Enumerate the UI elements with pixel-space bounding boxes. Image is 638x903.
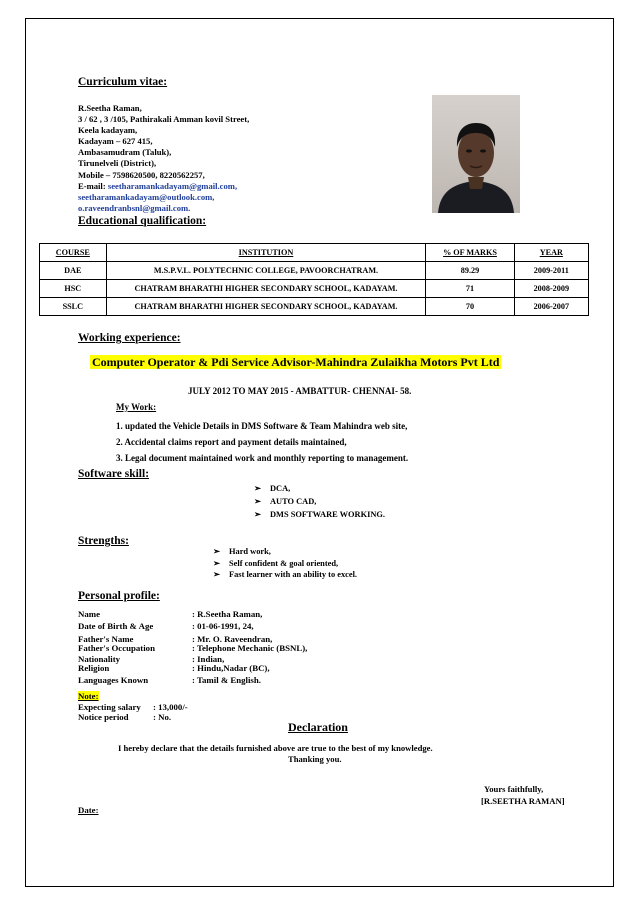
software-heading: Software skill:	[78, 468, 150, 480]
column-header: YEAR	[514, 244, 588, 262]
table-cell: 89.29	[426, 262, 514, 280]
table-cell: CHATRAM BHARATHI HIGHER SECONDARY SCHOOL, KADAYAM.	[106, 280, 426, 298]
duty-item: 2. Accidental claims report and payment details maintained,	[116, 437, 347, 447]
arrow-bullet-icon: ➢	[254, 510, 262, 519]
education-heading: Educational qualification:	[78, 215, 207, 227]
email-link[interactable]: seetharamankadayam@gmail.com,	[107, 180, 238, 191]
profile-label: Name	[78, 609, 100, 619]
address-line: Ambasamudram (Taluk),	[78, 147, 172, 158]
profile-value: : Indian,	[192, 654, 225, 664]
work-period: JULY 2012 TO MAY 2015 - AMBATTUR- CHENNAI- 58.	[188, 386, 412, 396]
table-cell: 70	[426, 298, 514, 316]
email-link[interactable]: o.raveendranbsnl@gmail.com.	[78, 202, 191, 213]
work-heading: Working experience:	[78, 332, 181, 344]
profile-value: : Telephone Mechanic (BSNL),	[192, 643, 308, 653]
declaration-text: I hereby declare that the details furnished above are true to the best of my knowledge.	[118, 743, 433, 753]
duty-item: 3. Legal document maintained work and monthly reporting to management.	[116, 453, 409, 463]
arrow-bullet-icon: ➢	[213, 570, 221, 579]
signature-text: [R.SEETHA RAMAN]	[481, 796, 565, 806]
address-line: Mobile – 7598620500, 8220562257,	[78, 169, 205, 180]
profile-label: Nationality	[78, 654, 121, 664]
address-line: 3 / 62 , 3 /105, Pathirakali Amman kovil Street,	[78, 114, 250, 125]
address-line: R.Seetha Raman,	[78, 103, 142, 113]
address-line: Kadayam – 627 415,	[78, 136, 153, 147]
arrow-bullet-icon: ➢	[254, 484, 262, 493]
list-item: ➢ AUTO CAD,	[254, 497, 317, 506]
profile-value: : 01-06-1991, 24,	[192, 621, 254, 631]
profile-label: Father's Occupation	[78, 643, 155, 653]
address-block	[78, 103, 249, 214]
table-row	[40, 262, 589, 280]
duty-item: 1. updated the Vehicle Details in DMS Software & Team Mahindra web site,	[116, 421, 408, 431]
table-row	[40, 280, 589, 298]
table-cell: CHATRAM BHARATHI HIGHER SECONDARY SCHOOL, KADAYAM.	[106, 298, 426, 316]
email-label: E-mail:	[78, 180, 108, 191]
table-row	[40, 298, 589, 316]
profile-value: : Hindu,Nadar (BC),	[192, 663, 270, 673]
profile-photo	[432, 95, 520, 213]
address-line: Keela kadayam,	[78, 125, 138, 136]
personal-heading: Personal profile:	[78, 590, 160, 602]
table-cell: HSC	[40, 280, 107, 298]
table-cell: SSLC	[40, 298, 107, 316]
arrow-bullet-icon: ➢	[213, 559, 221, 568]
table-header-row	[40, 244, 589, 262]
cv-title: Curriculum vitae:	[78, 76, 168, 88]
closing-text: Yours faithfully,	[484, 784, 544, 794]
note-label: Note:	[78, 691, 99, 701]
thanks-text: Thanking you.	[288, 754, 342, 764]
arrow-bullet-icon: ➢	[213, 547, 221, 556]
profile-value: : Tamil & English.	[192, 675, 261, 685]
table-cell: M.S.P.V.L. POLYTECHNIC COLLEGE, PAVOORCHATRAM.	[106, 262, 426, 280]
list-item: ➢ Hard work,	[213, 547, 271, 556]
notice-value: : No.	[153, 712, 172, 722]
email-link[interactable]: seetharamankadayam@outlook.com,	[78, 191, 215, 202]
work-role	[90, 353, 501, 371]
notice-label: Notice period	[78, 712, 129, 722]
my-work-label: My Work:	[116, 402, 157, 412]
profile-label: Father's Name	[78, 634, 134, 644]
person-photo-icon	[432, 95, 520, 213]
duty-list	[116, 418, 408, 466]
address-line: Tirunelveli (District),	[78, 158, 157, 169]
profile-label: Date of Birth & Age	[78, 621, 154, 631]
list-item: ➢ Self confident & goal oriented,	[213, 559, 339, 568]
table-cell: 2008-2009	[514, 280, 588, 298]
table-cell: DAE	[40, 262, 107, 280]
arrow-bullet-icon: ➢	[254, 497, 262, 506]
profile-value: : R.Seetha Raman,	[192, 609, 263, 619]
strengths-heading: Strengths:	[78, 535, 129, 547]
column-header: INSTITUTION	[106, 244, 426, 262]
profile-label: Religion	[78, 663, 110, 673]
date-label: Date:	[78, 805, 99, 815]
email-line	[78, 181, 249, 192]
education-table	[39, 243, 589, 316]
declaration-heading: Declaration	[288, 720, 348, 734]
table-cell: 2006-2007	[514, 298, 588, 316]
profile-label: Languages Known	[78, 675, 149, 685]
salary-value: : 13,000/-	[153, 702, 188, 712]
work-role-text: Computer Operator & Pdi Service Advisor-Mahindra Zulaikha Motors Pvt Ltd	[92, 355, 500, 369]
column-header: COURSE	[40, 244, 107, 262]
list-item: ➢ Fast learner with an ability to excel.	[213, 570, 358, 579]
table-cell: 2009-2011	[514, 262, 588, 280]
profile-value: : Mr. O. Raveendran,	[192, 634, 273, 644]
list-item: ➢ DMS SOFTWARE WORKING.	[254, 510, 386, 519]
column-header: % OF MARKS	[426, 244, 514, 262]
salary-label: Expecting salary	[78, 702, 141, 712]
table-cell: 71	[426, 280, 514, 298]
list-item: ➢ DCA,	[254, 484, 291, 493]
